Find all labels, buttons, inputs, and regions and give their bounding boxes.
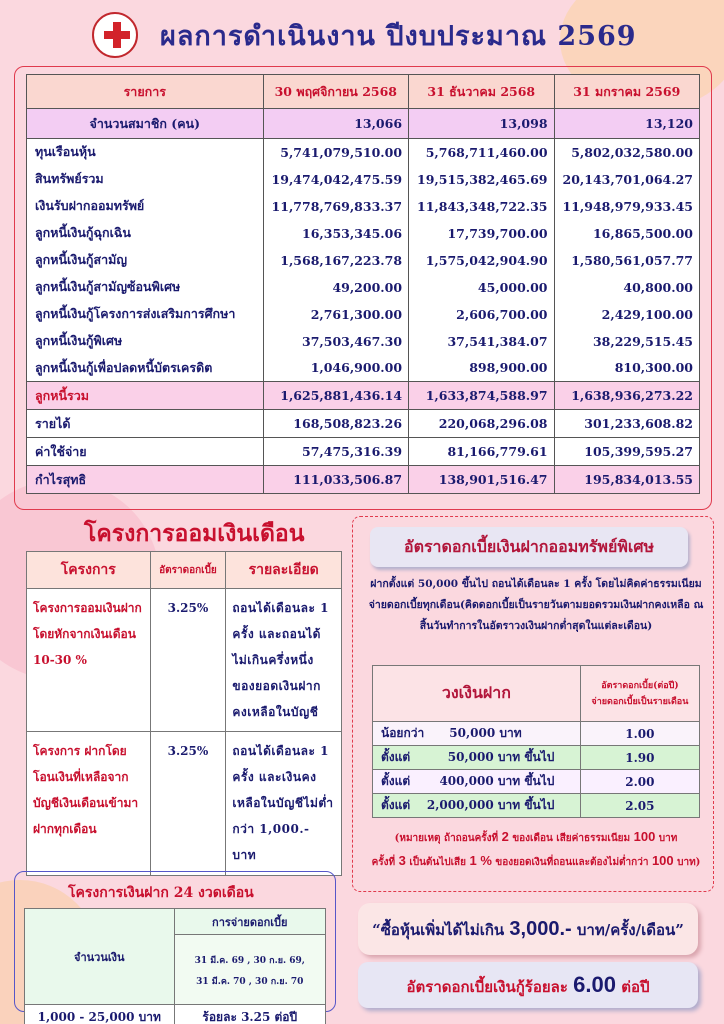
cell-value: 810,300.00 bbox=[554, 355, 699, 382]
col-header-jan: 31 มกราคม 2569 bbox=[554, 75, 699, 109]
cell-value: 1,625,881,436.14 bbox=[263, 382, 408, 410]
tier-rate: 2.00 bbox=[580, 770, 699, 794]
cell-value: 16,865,500.00 bbox=[554, 220, 699, 247]
cell-value: 20,143,701,064.27 bbox=[554, 166, 699, 193]
row-label: สินทรัพย์รวม bbox=[27, 166, 264, 193]
savings-project-title: โครงการออมเงินเดือน bbox=[84, 520, 305, 547]
cell-value: 11,948,979,933.45 bbox=[554, 193, 699, 220]
cell-value: 2,606,700.00 bbox=[409, 301, 554, 328]
special-savings-note bbox=[360, 826, 712, 874]
col-header-nov: 30 พฤศจิกายน 2568 bbox=[263, 75, 408, 109]
tier-label: ตั้งแต่ bbox=[381, 798, 411, 812]
cell-value: 13,120 bbox=[554, 109, 699, 139]
project-name: โครงการ ฝากโดยโอนเงินที่เหลือจากบัญชีเงินเดือนเข้ามาฝากทุกเดือน bbox=[27, 732, 151, 876]
tier-label: ตั้งแต่ bbox=[381, 750, 411, 764]
col-header-amount: จำนวนเงิน bbox=[25, 909, 175, 1005]
row-label: รายได้ bbox=[27, 410, 264, 438]
table-row bbox=[27, 139, 700, 166]
cell-value: 19,515,382,465.69 bbox=[409, 166, 554, 193]
table-row bbox=[27, 220, 700, 247]
cell-value: 1,580,561,057.77 bbox=[554, 247, 699, 274]
cell-value: 11,843,348,722.35 bbox=[409, 193, 554, 220]
tier-rate: 2.05 bbox=[580, 794, 699, 818]
cell-value: 105,399,595.27 bbox=[554, 438, 699, 466]
cell-value: 13,066 bbox=[263, 109, 408, 139]
page-title: ผลการดำเนินงาน ปีงบประมาณ 2569 bbox=[160, 21, 637, 52]
share-suffix: บาท/ครั้ง/เดือน” bbox=[576, 921, 684, 939]
deposit-rate: ร้อยละ 3.25 ต่อปี bbox=[174, 1005, 325, 1024]
deposit-24-title: โครงการเงินฝาก 24 งวดเดือน bbox=[68, 885, 254, 901]
table-header-row bbox=[25, 909, 326, 935]
share-prefix: “ซื้อหุ้นเพิ่มได้ไม่เกิน bbox=[372, 921, 505, 939]
table-header-row bbox=[373, 666, 700, 722]
cell-value: 38,229,515.45 bbox=[554, 328, 699, 355]
cell-value: 1,638,936,273.22 bbox=[554, 382, 699, 410]
deposit-24-table bbox=[24, 908, 326, 1024]
cell-value: 49,200.00 bbox=[263, 274, 408, 301]
note-line bbox=[360, 850, 712, 874]
cell-value: 898,900.00 bbox=[409, 355, 554, 382]
tier-value: 400,000 บาท ขึ้นไป bbox=[439, 774, 555, 788]
note-text: ของเดือน เสียค่าธรรมเนียม bbox=[512, 833, 631, 844]
savings-project-table bbox=[26, 551, 342, 876]
row-label: กำไรสุทธิ bbox=[27, 466, 264, 494]
row-label: ทุนเรือนหุ้น bbox=[27, 139, 264, 166]
row-label: ลูกหนี้เงินกู้สามัญซ้อนพิเศษ bbox=[27, 274, 264, 301]
note-text: บาท bbox=[658, 833, 678, 844]
member-row bbox=[27, 109, 700, 139]
table-row bbox=[27, 166, 700, 193]
special-savings-title: อัตราดอกเบี้ยเงินฝากออมทรัพย์พิเศษ bbox=[370, 527, 688, 567]
table-row bbox=[27, 732, 342, 876]
tier-amount bbox=[373, 770, 581, 794]
row-label: ลูกหนี้เงินกู้โครงการส่งเสริมการศึกษา bbox=[27, 301, 264, 328]
row-label: เงินรับฝากออมทรัพย์ bbox=[27, 193, 264, 220]
deposit-amount: 1,000 - 25,000 บาท bbox=[25, 1005, 175, 1024]
col-header-rate bbox=[580, 666, 699, 722]
cell-value: 81,166,779.61 bbox=[409, 438, 554, 466]
note-number: 100 bbox=[651, 853, 674, 868]
note-text: เป็นต้นไปเสีย bbox=[409, 857, 467, 868]
cell-value: 5,802,032,580.00 bbox=[554, 139, 699, 166]
project-detail: ถอนได้เดือนละ 1 ครั้ง และถอนได้ไม่เกินครึ่งหนึ่งของยอดเงินฝากคงเหลือในบัญชี bbox=[226, 589, 342, 732]
table-row bbox=[27, 193, 700, 220]
cell-value: 301,233,608.82 bbox=[554, 410, 699, 438]
col-header-dec: 31 ธันวาคม 2568 bbox=[409, 75, 554, 109]
col-header-rate: อัตราดอกเบี้ย bbox=[150, 552, 226, 589]
cell-value: 1,575,042,904.90 bbox=[409, 247, 554, 274]
cell-value: 40,800.00 bbox=[554, 274, 699, 301]
cell-value: 195,834,013.55 bbox=[554, 466, 699, 494]
cell-value: 57,475,316.39 bbox=[263, 438, 408, 466]
share-purchase-box bbox=[358, 903, 698, 955]
note-number: 2 bbox=[501, 829, 509, 844]
cell-value: 37,503,467.30 bbox=[263, 328, 408, 355]
interest-dates bbox=[174, 935, 325, 1005]
row-label: ลูกหนี้เงินกู้สามัญ bbox=[27, 247, 264, 274]
project-rate: 3.25% bbox=[150, 732, 226, 876]
table-header-row bbox=[27, 552, 342, 589]
cell-value: 5,741,079,510.00 bbox=[263, 139, 408, 166]
tier-label: น้อยกว่า bbox=[381, 726, 425, 740]
project-rate: 3.25% bbox=[150, 589, 226, 732]
col-header-detail: รายละเอียด bbox=[226, 552, 342, 589]
loan-prefix: อัตราดอกเบี้ยเงินกู้ร้อยละ bbox=[406, 978, 568, 996]
performance-table bbox=[26, 74, 700, 494]
special-savings-description: ฝากตั้งแต่ 50,000 ขึ้นไป ถอนได้เดือนละ 1 ครั้ง โดยไม่คิดค่าธรรมเนียม จ่ายดอกเบี้ยทุกเดือน(คิดดอกเบี้ยเป็นรายวันตามยอดรวมเงินฝากคงเหลือ ณ สิ้นวันทำการในอัตราวงเงินฝากต่ำสุดในแต่ละเดือน) bbox=[368, 578, 704, 632]
tier-label: ตั้งแต่ bbox=[381, 774, 411, 788]
cooperative-logo bbox=[92, 12, 138, 58]
date-line: 31 มี.ค. 70 , 30 ก.ย. 70 bbox=[196, 977, 304, 987]
cell-value: 19,474,042,475.59 bbox=[263, 166, 408, 193]
project-detail: ถอนได้เดือนละ 1 ครั้ง และเงินคงเหลือในบัญชีไม่ต่ำกว่า 1,000.- บาท bbox=[226, 732, 342, 876]
row-label: ลูกหนี้เงินกู้เพื่อปลดหนี้บัตรเครดิต bbox=[27, 355, 264, 382]
table-row bbox=[27, 274, 700, 301]
note-text: ครั้งที่ bbox=[371, 857, 396, 868]
note-number: 3 bbox=[398, 853, 406, 868]
cell-value: 17,739,700.00 bbox=[409, 220, 554, 247]
tier-value: 50,000 บาท ขึ้นไป bbox=[447, 750, 555, 764]
cell-value: 2,429,100.00 bbox=[554, 301, 699, 328]
row-label: ค่าใช้จ่าย bbox=[27, 438, 264, 466]
share-amount: 3,000.- bbox=[509, 918, 572, 940]
row-label: ลูกหนี้รวม bbox=[27, 382, 264, 410]
table-row bbox=[27, 247, 700, 274]
cell-value: 11,778,769,833.37 bbox=[263, 193, 408, 220]
table-row bbox=[373, 770, 700, 794]
note-text: (หมายเหตุ ถ้าถอนครั้งที่ bbox=[394, 833, 499, 844]
note-number: 1 % bbox=[469, 853, 492, 868]
cell-value: 13,098 bbox=[409, 109, 554, 139]
note-text: บาท) bbox=[677, 857, 701, 868]
table-row bbox=[27, 589, 342, 732]
cell-value: 37,541,384.07 bbox=[409, 328, 554, 355]
table-row bbox=[27, 355, 700, 382]
row-label: ลูกหนี้เงินกู้พิเศษ bbox=[27, 328, 264, 355]
col-header-interest: การจ่ายดอกเบี้ย bbox=[174, 909, 325, 935]
table-header-row bbox=[27, 75, 700, 109]
total-debtor-row bbox=[27, 382, 700, 410]
cell-value: 1,568,167,223.78 bbox=[263, 247, 408, 274]
cell-value: 16,353,345.06 bbox=[263, 220, 408, 247]
cell-value: 1,046,900.00 bbox=[263, 355, 408, 382]
col-header-amount: วงเงินฝาก bbox=[373, 666, 581, 722]
tier-value: 50,000 บาท bbox=[449, 726, 522, 740]
date-line: 31 มี.ค. 69 , 30 ก.ย. 69, bbox=[194, 956, 305, 966]
rate-header-line: จ่ายดอกเบี้ยเป็นรายเดือน bbox=[591, 696, 689, 707]
table-row bbox=[373, 746, 700, 770]
cell-value: 45,000.00 bbox=[409, 274, 554, 301]
special-savings-table bbox=[372, 665, 700, 818]
table-row bbox=[27, 301, 700, 328]
cell-value: 1,633,874,588.97 bbox=[409, 382, 554, 410]
income-row bbox=[27, 410, 700, 438]
cell-value: 111,033,506.87 bbox=[263, 466, 408, 494]
cell-value: 168,508,823.26 bbox=[263, 410, 408, 438]
net-profit-row bbox=[27, 466, 700, 494]
cell-value: 138,901,516.47 bbox=[409, 466, 554, 494]
col-header-item: รายการ bbox=[27, 75, 264, 109]
rate-header-line: อัตราดอกเบี้ย(ต่อปี) bbox=[601, 680, 679, 691]
note-text: ของยอดเงินที่ถอนและต้องไม่ต่ำกว่า bbox=[495, 857, 649, 868]
tier-amount bbox=[373, 722, 581, 746]
loan-rate: 6.00 bbox=[573, 972, 616, 997]
note-line bbox=[360, 826, 712, 850]
table-row bbox=[373, 722, 700, 746]
table-row bbox=[27, 328, 700, 355]
loan-rate-box bbox=[358, 962, 698, 1008]
cell-value: 2,761,300.00 bbox=[263, 301, 408, 328]
note-number: 100 bbox=[633, 829, 656, 844]
row-label: ลูกหนี้เงินกู้ฉุกเฉิน bbox=[27, 220, 264, 247]
cell-value: 5,768,711,460.00 bbox=[409, 139, 554, 166]
col-header-project: โครงการ bbox=[27, 552, 151, 589]
tier-rate: 1.00 bbox=[580, 722, 699, 746]
expense-row bbox=[27, 438, 700, 466]
loan-suffix: ต่อปี bbox=[621, 978, 650, 996]
table-row bbox=[373, 794, 700, 818]
table-row bbox=[25, 1005, 326, 1024]
row-label: จำนวนสมาชิก (คน) bbox=[27, 109, 264, 139]
project-name: โครงการออมเงินฝากโดยหักจากเงินเดือน 10-30 % bbox=[27, 589, 151, 732]
cell-value: 220,068,296.08 bbox=[409, 410, 554, 438]
tier-rate: 1.90 bbox=[580, 746, 699, 770]
tier-amount bbox=[373, 746, 581, 770]
tier-amount bbox=[373, 794, 581, 818]
tier-value: 2,000,000 บาท ขึ้นไป bbox=[426, 798, 555, 812]
